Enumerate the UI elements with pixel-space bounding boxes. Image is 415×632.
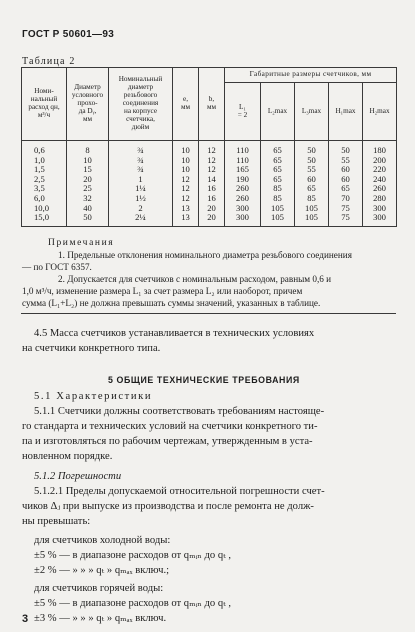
page-number: 3 <box>22 613 29 625</box>
table-cell: 190 <box>225 175 261 185</box>
table-cell: 2 <box>109 204 173 214</box>
table-cell: 15,0 <box>22 213 67 226</box>
col-l1: L₁ = 2 <box>225 83 261 141</box>
note-2-line-2: 1,0 м³/ч, изменение размера L₁ за счет размера L₂ или наоборот, причем <box>22 286 303 296</box>
table-cell: 0,6 <box>22 141 67 156</box>
table-cell: 8 <box>67 141 109 156</box>
table-cell: 200 <box>363 156 397 166</box>
table-cell: 12 <box>199 141 225 156</box>
table-cell: 1,5 <box>22 165 67 175</box>
table-cell: 40 <box>67 204 109 214</box>
col-thread-diameter: Номинальный диаметр резьбового соединения на корпусе счетчика, дюйм <box>109 68 173 141</box>
table-cell: 50 <box>295 141 329 156</box>
table-cell: 165 <box>225 165 261 175</box>
col-h1max: H₁max <box>329 83 363 141</box>
para-5-1-1-line-4: новленном порядке. <box>22 451 113 462</box>
table-cell: 20 <box>199 204 225 214</box>
table-cell: 65 <box>261 141 295 156</box>
table-cell: 13 <box>173 204 199 214</box>
col-group-dimensions: Габаритные размеры счетчиков, мм <box>225 68 397 83</box>
table-cell: ¾ <box>109 141 173 156</box>
para-5-1-2-1-line-3: ны превышать: <box>22 516 91 527</box>
table-cell: 10 <box>173 141 199 156</box>
table-cell: 10 <box>173 156 199 166</box>
table-cell: 2¼ <box>109 213 173 226</box>
table-cell: 260 <box>363 184 397 194</box>
table-cell: 1,0 <box>22 156 67 166</box>
hot-water-title: для счетчиков горячей воды: <box>34 583 164 594</box>
table-cell: 300 <box>363 213 397 226</box>
table-row <box>22 141 397 156</box>
col-l2max: L₂max <box>261 83 295 141</box>
para-5-1-1-line-1: 5.1.1 Счетчики должны соответствовать требованиям настояще- <box>34 406 325 417</box>
col-nominal-flow: Номи- нальный расход qн, м³/ч <box>22 68 67 141</box>
table-cell: 50 <box>295 156 329 166</box>
section-5-title: 5 ОБЩИЕ ТЕХНИЧЕСКИЕ ТРЕБОВАНИЯ <box>108 375 300 385</box>
table-cell: 85 <box>261 194 295 204</box>
table-cell: 3,5 <box>22 184 67 194</box>
table-cell: 2,5 <box>22 175 67 185</box>
table-caption: Таблица 2 <box>22 56 76 67</box>
col-b: b, мм <box>199 68 225 141</box>
hot-water-limit-1: ±5 % — в диапазоне расходов от qₘᵢₙ до qₜ , <box>34 598 232 609</box>
table-cell: 220 <box>363 165 397 175</box>
table-bottom-rule <box>21 313 396 314</box>
table-cell: 260 <box>225 184 261 194</box>
table-cell: 75 <box>329 213 363 226</box>
para-5-1-2-1-line-2: чиков Δⱼ при выпуске из производства и после ремонта не долж- <box>22 501 314 512</box>
para-4-5-line-2: на счетчики конкретного типа. <box>22 343 161 354</box>
table-cell: 50 <box>67 213 109 226</box>
table-cell: 75 <box>329 204 363 214</box>
table-cell: 16 <box>199 194 225 204</box>
table-cell: 110 <box>225 156 261 166</box>
col-e: e, мм <box>173 68 199 141</box>
note-1-line-1: 1. Предельные отклонения номинального диаметра резьбового соединения <box>58 250 352 260</box>
table-cell: 25 <box>67 184 109 194</box>
table-cell: ¾ <box>109 156 173 166</box>
table-cell: 10 <box>173 165 199 175</box>
col-l3max: L₃max <box>295 83 329 141</box>
table-cell: 240 <box>363 175 397 185</box>
para-5-1-2-1-line-1: 5.1.2.1 Пределы допускаемой относительной погрешности счет- <box>34 486 325 497</box>
table-cell: 16 <box>199 184 225 194</box>
table-cell: 12 <box>173 184 199 194</box>
table-row <box>22 213 397 226</box>
table-cell: 6,0 <box>22 194 67 204</box>
cold-water-limit-2: ±2 % — » » » qₜ » qₘₐₓ включ.; <box>34 565 170 576</box>
table-cell: 1¼ <box>109 184 173 194</box>
table-cell: 105 <box>295 213 329 226</box>
cold-water-limit-1: ±5 % — в диапазоне расходов от qₘᵢₙ до qₜ , <box>34 550 232 561</box>
table-cell: 10 <box>67 156 109 166</box>
table-cell: 260 <box>225 194 261 204</box>
table-cell: 65 <box>261 156 295 166</box>
col-nominal-diameter: Диаметр условного прохо- да Dᵧ, мм <box>67 68 109 141</box>
table-cell: 12 <box>199 156 225 166</box>
table-cell: 13 <box>173 213 199 226</box>
table-cell: 65 <box>329 184 363 194</box>
table-cell: 65 <box>261 175 295 185</box>
table-cell: 50 <box>329 141 363 156</box>
para-5-1-1-line-3: па и изготовляться по рабочим чертежам, утвержденным в уста- <box>22 436 313 447</box>
note-1-line-2: — по ГОСТ 6357. <box>22 262 92 272</box>
para-5-1-1-line-2: го стандарта и технических условий на счетчики конкретного ти- <box>22 421 318 432</box>
table-cell: 60 <box>295 175 329 185</box>
subsection-5-1-title: 5.1 Характеристики <box>34 391 153 402</box>
table-cell: 70 <box>329 194 363 204</box>
table-cell: 105 <box>261 213 295 226</box>
table-cell: 1 <box>109 175 173 185</box>
table-cell: 15 <box>67 165 109 175</box>
table-cell: 180 <box>363 141 397 156</box>
subsection-5-1-2-title: 5.1.2 Погрешности <box>34 471 122 482</box>
table-cell: ¾ <box>109 165 173 175</box>
para-4-5-line-1: 4.5 Масса счетчиков устанавливается в технических условиях <box>34 328 315 339</box>
table-cell: 20 <box>199 213 225 226</box>
table-cell: 65 <box>295 184 329 194</box>
cold-water-title: для счетчиков холодной воды: <box>34 535 171 546</box>
col-h2max: H₂max <box>363 83 397 141</box>
table-cell: 105 <box>295 204 329 214</box>
table-cell: 300 <box>225 204 261 214</box>
table-cell: 10,0 <box>22 204 67 214</box>
table-cell: 105 <box>261 204 295 214</box>
table-cell: 20 <box>67 175 109 185</box>
note-2-line-1: 2. Допускается для счетчиков с номинальным расходом, равным 0,6 и <box>58 274 332 284</box>
table-cell: 14 <box>199 175 225 185</box>
table-cell: 12 <box>173 175 199 185</box>
notes-title: Примечания <box>48 238 115 248</box>
table-cell: 85 <box>261 184 295 194</box>
table-cell: 300 <box>225 213 261 226</box>
table-cell: 60 <box>329 165 363 175</box>
table-cell: 65 <box>261 165 295 175</box>
table-cell: 55 <box>295 165 329 175</box>
table-cell: 85 <box>295 194 329 204</box>
table-cell: 280 <box>363 194 397 204</box>
table-cell: 110 <box>225 141 261 156</box>
standard-header: ГОСТ Р 50601—93 <box>22 29 115 40</box>
table-cell: 12 <box>173 194 199 204</box>
table-cell: 300 <box>363 204 397 214</box>
dimensions-table <box>21 67 397 227</box>
note-2-line-3: сумма (L₁+L₂) не должна превышать суммы значений, указанных в таблице. <box>22 298 321 308</box>
table-cell: 55 <box>329 156 363 166</box>
table-cell: 60 <box>329 175 363 185</box>
table-cell: 32 <box>67 194 109 204</box>
hot-water-limit-2: ±3 % — » » » qₜ » qₘₐₓ включ. <box>34 613 167 624</box>
table-cell: 1½ <box>109 194 173 204</box>
table-cell: 12 <box>199 165 225 175</box>
